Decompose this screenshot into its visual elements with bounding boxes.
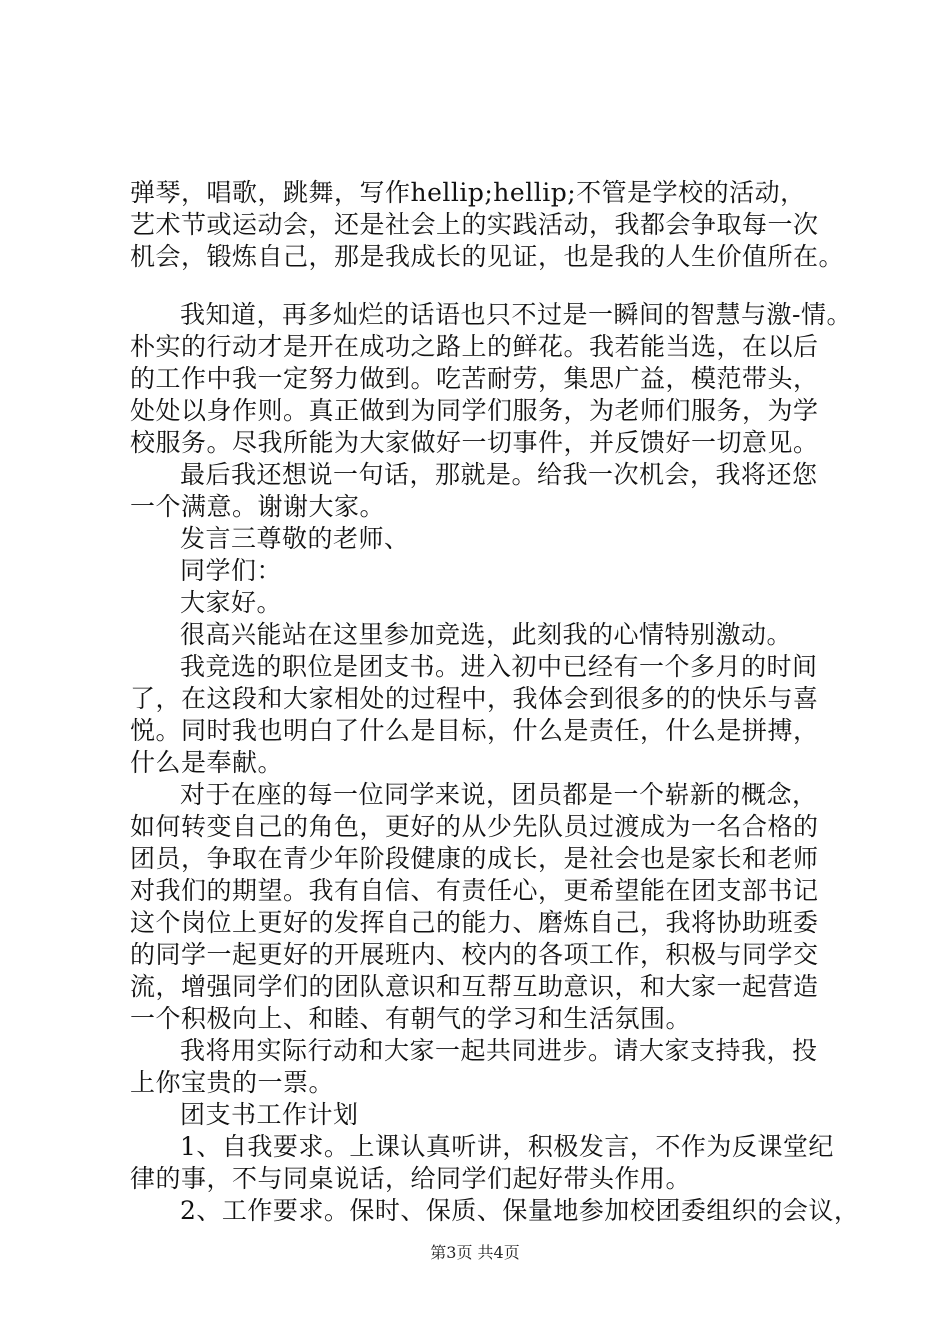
text-line: 艺术节或运动会，还是社会上的实践活动，我都会争取每一次 <box>130 210 819 239</box>
text-line: 如何转变自己的角色，更好的从少先队员过渡成为一名合格的 <box>130 812 819 841</box>
text-line: 对我们的期望。我有自信、有责任心，更希望能在团支部书记 <box>130 876 819 905</box>
text-line: 上你宝贵的一票。 <box>130 1068 335 1097</box>
text-line: 流，增强同学们的团队意识和互帮互助意识，和大家一起营造 <box>130 972 819 1001</box>
section-heading: 团支书工作计划 <box>180 1100 359 1129</box>
text-line: 的同学一起更好的开展班内、校内的各项工作，积极与同学交 <box>130 940 819 969</box>
text-line: 弹琴，唱歌，跳舞，写作hellip;hellip;不管是学校的活动， <box>130 178 806 207</box>
text-line: 我竞选的职位是团支书。进入初中已经有一个多月的时间 <box>180 652 818 681</box>
text-line: 对于在座的每一位同学来说，团员都是一个崭新的概念， <box>180 780 818 809</box>
text-line: 了，在这段和大家相处的过程中，我体会到很多的的快乐与喜 <box>130 684 819 713</box>
text-line: 最后我还想说一句话，那就是。给我一次机会，我将还您 <box>180 460 818 489</box>
page-number: 第3页 共4页 <box>430 1243 520 1262</box>
text-line: 朴实的行动才是开在成功之路上的鲜花。我若能当选，在以后 <box>130 332 819 361</box>
text-line: 我将用实际行动和大家一起共同进步。请大家支持我，投 <box>180 1036 818 1065</box>
text-line: 律的事，不与同桌说话，给同学们起好带头作用。 <box>130 1164 692 1193</box>
text-line: 校服务。尽我所能为大家做好一切事件，并反馈好一切意见。 <box>130 428 819 457</box>
text-line: 1、自我要求。上课认真听讲，积极发言，不作为反课堂纪 <box>180 1132 834 1161</box>
text-line: 2、工作要求。保时、保质、保量地参加校团委组织的会议， <box>180 1196 860 1225</box>
text-line: 这个岗位上更好的发挥自己的能力、磨炼自己，我将协助班委 <box>130 908 819 937</box>
text-line: 很高兴能站在这里参加竞选，此刻我的心情特别激动。 <box>180 620 793 649</box>
text-line: 大家好。 <box>180 588 283 617</box>
text-line: 一个满意。谢谢大家。 <box>130 492 386 521</box>
text-line: 的工作中我一定努力做到。吃苦耐劳，集思广益，模范带头， <box>130 364 819 393</box>
text-line: 一个积极向上、和睦、有朝气的学习和生活氛围。 <box>130 1004 692 1033</box>
text-line: 同学们： <box>180 556 283 585</box>
text-line: 机会，锻炼自己，那是我成长的见证，也是我的人生价值所在。 <box>130 242 845 271</box>
text-line: 悦。同时我也明白了什么是目标，什么是责任，什么是拼搏， <box>130 716 819 745</box>
text-line: 我知道，再多灿烂的话语也只不过是一瞬间的智慧与激-情。 <box>180 300 852 329</box>
text-line: 什么是奉献。 <box>130 748 284 777</box>
text-line: 团员，争取在青少年阶段健康的成长，是社会也是家长和老师 <box>130 844 819 873</box>
text-line: 发言三尊敬的老师、 <box>180 524 410 553</box>
text-line: 处处以身作则。真正做到为同学们服务，为老师们服务，为学 <box>130 396 819 425</box>
